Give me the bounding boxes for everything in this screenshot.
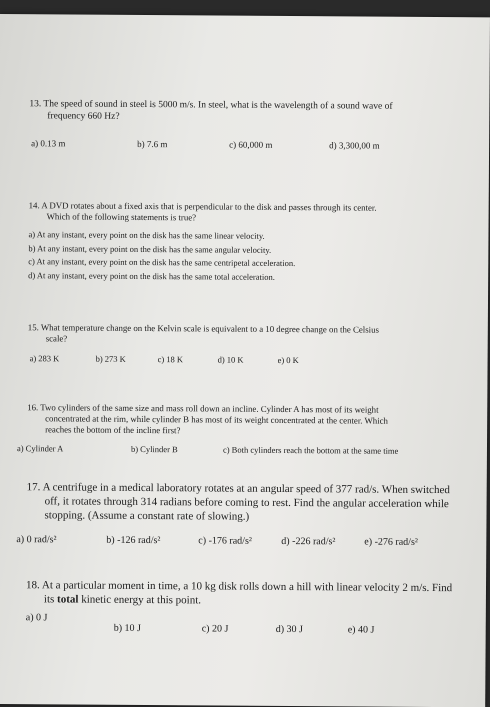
q13-option-b[interactable]: b) 7.6 m — [137, 138, 168, 150]
question-16 — [16, 402, 457, 460]
question-17-stem-line2: off, it rotates through 314 radians before coming to rest. Find the angular acceleration while — [44, 495, 449, 511]
question-15-stem-line1: 15. What temperature change on the Kelvin scale is equivalent to a 10 degree change on the Celsius — [27, 322, 379, 335]
q13-option-d[interactable]: d) 3,300,00 m — [329, 140, 380, 151]
question-17-stem-line3: stopping. (Assume a constant rate of slowing.) — [44, 509, 250, 523]
question-14 — [28, 200, 459, 285]
question-18 — [26, 578, 456, 641]
question-13-stem-line1: 13. The speed of sound in steel is 5000 m/s. In steel, what is the wavelength of a sound wave of — [29, 99, 393, 112]
q14-option-c[interactable]: c) At any instant, every point on the disk has the same centripetal acceleration. — [28, 256, 296, 269]
q17-option-d[interactable]: d) -226 rad/s² — [281, 535, 336, 548]
q13-option-c[interactable]: c) 60,000 m — [229, 139, 273, 150]
question-17 — [16, 480, 456, 551]
question-18-stem-total: total — [57, 593, 79, 606]
question-14-stem-line1: 14. A DVD rotates about a fixed axis that is perpendicular to the disk and passes through its center. — [28, 200, 377, 213]
question-13 — [29, 98, 459, 155]
q16-option-a[interactable]: a) Cylinder A — [16, 443, 64, 454]
question-13-stem-line2: frequency 660 Hz? — [47, 111, 120, 122]
question-18-stem-line1: 18. At a particular moment in time, a 10 kg disk rolls down a hill with linear velocity 2 m/s. Find — [25, 579, 453, 595]
question-16-stem-line1: 16. Two cylinders of the same size and mass roll down an incline. Cylinder A has most of its weight — [27, 402, 379, 415]
question-14-stem-line2: Which of the following statements is true? — [46, 211, 197, 223]
q18-option-c[interactable]: c) 20 J — [201, 623, 229, 635]
q15-option-a[interactable]: a) 283 K — [29, 353, 60, 364]
q15-option-e[interactable]: e) 0 K — [277, 354, 299, 366]
question-13-options — [29, 138, 459, 155]
q15-option-c[interactable]: c) 18 K — [157, 354, 184, 365]
q17-option-e[interactable]: e) -276 rad/s² — [364, 536, 418, 548]
question-16-stem-line3: reaches the bottom of the incline first? — [45, 424, 181, 436]
q13-option-a[interactable]: a) 0.13 m — [31, 138, 66, 149]
question-15 — [28, 322, 458, 370]
q15-option-d[interactable]: d) 10 K — [217, 354, 244, 365]
q14-option-d[interactable]: d) At any instant, every point on the disk has the same total acceleration. — [28, 269, 275, 282]
question-18-options — [26, 612, 456, 641]
q17-option-c[interactable]: c) -176 rad/s² — [198, 535, 252, 547]
question-14-options — [28, 228, 458, 285]
q18-option-e[interactable]: e) 40 J — [347, 624, 375, 636]
question-18-stem-its: its — [43, 593, 58, 606]
q18-option-b[interactable]: b) 10 J — [113, 622, 141, 634]
question-13-stem — [29, 98, 459, 125]
q17-option-b[interactable]: b) -126 rad/s² — [106, 534, 161, 547]
q18-option-d[interactable]: d) 30 J — [275, 623, 303, 636]
question-17-stem-line1: 17. A centrifuge in a medical laboratory rotates at an angular speed of 377 rad/s. When switched — [26, 481, 450, 497]
question-15-options — [28, 353, 458, 370]
q15-option-b[interactable]: b) 273 K — [95, 353, 126, 364]
question-17-stem — [26, 480, 456, 525]
q17-option-a[interactable]: a) 0 rad/s² — [16, 534, 57, 546]
q18-option-a[interactable]: a) 0 J — [25, 612, 48, 624]
question-16-stem-line2: concentrated at the rim, while cylinder B has most of its weight concentrated at the center. Which — [45, 413, 389, 426]
q16-option-b[interactable]: b) Cylinder B — [130, 443, 178, 455]
question-16-stem — [27, 402, 457, 438]
question-15-stem-line2: scale? — [45, 333, 68, 344]
question-16-options — [16, 443, 457, 460]
q16-option-c[interactable]: c) Both cylinders reach the bottom at the same time — [222, 444, 399, 456]
question-15-stem — [28, 322, 458, 347]
q14-option-b[interactable]: b) At any instant, every point on the disk has the same angular velocity. — [28, 242, 272, 255]
q14-option-a[interactable]: a) At any instant, every point on the disk has the same linear velocity. — [28, 229, 265, 241]
question-18-stem — [26, 578, 456, 609]
worksheet-page — [0, 14, 490, 707]
question-17-options — [16, 534, 456, 551]
question-14-stem — [29, 200, 459, 225]
question-18-stem-rest: kinetic energy at this point. — [78, 593, 202, 607]
